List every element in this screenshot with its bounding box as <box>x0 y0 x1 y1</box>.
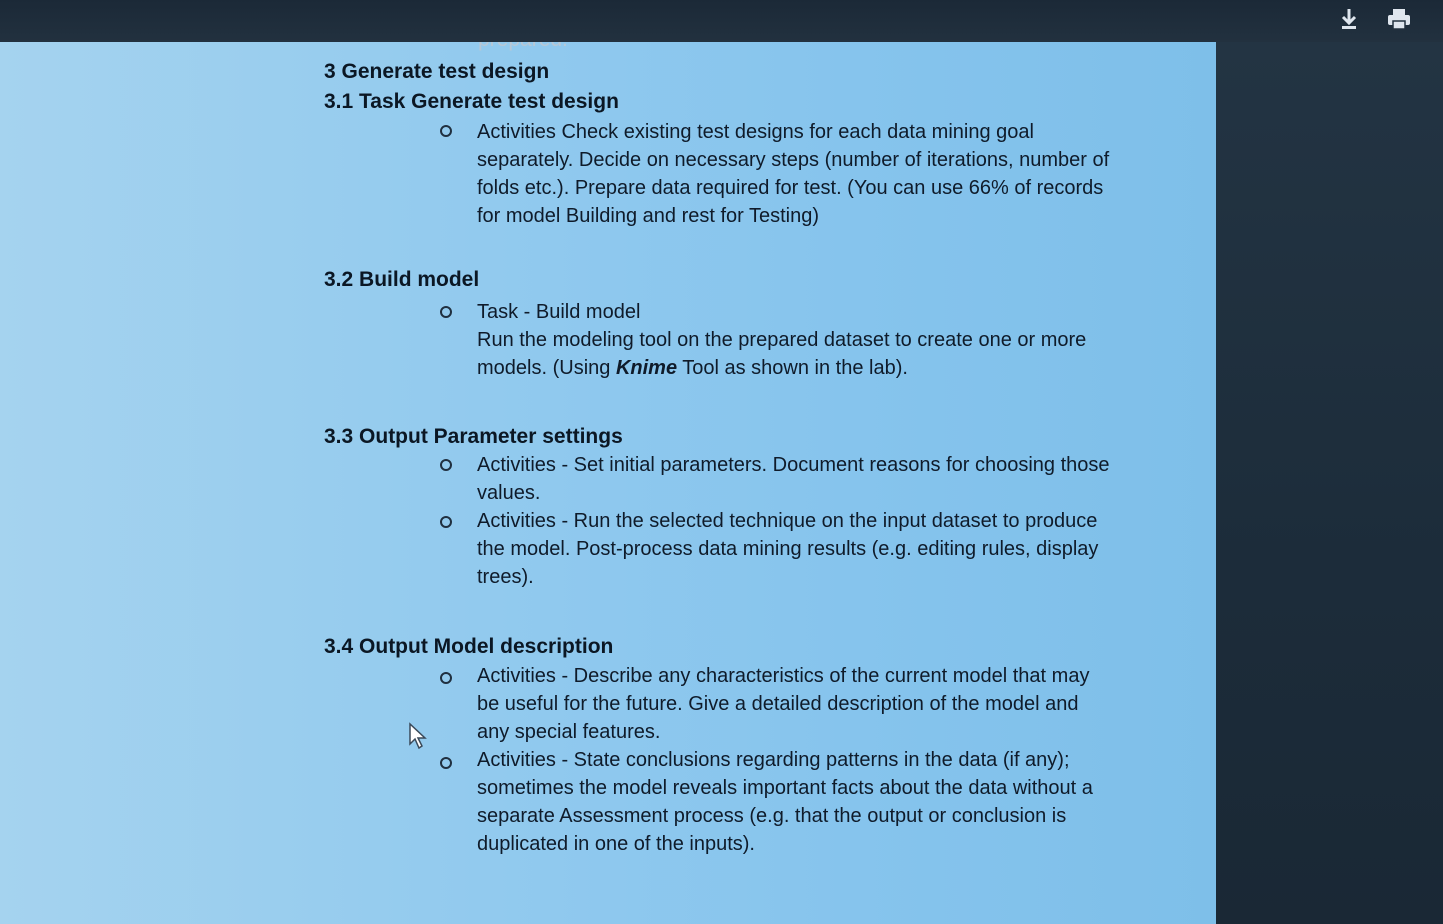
text-line: Activities - Run the selected technique on the input dataset to produce <box>477 510 1098 532</box>
text-line: Run the modeling tool on the prepared dataset to create one or more <box>477 329 1087 351</box>
text-line: be useful for the future. Give a detailed description of the model and <box>477 693 1079 715</box>
download-button[interactable] <box>1332 4 1366 34</box>
subsection-heading: 3.3 Output Parameter settings <box>324 425 623 448</box>
right-pane <box>1216 42 1443 924</box>
subsection-heading: 3.4 Output Model description <box>324 635 614 658</box>
tool-name: Knime <box>615 357 678 379</box>
text-line: separate Assessment process (e.g. that the output or conclusion is <box>477 805 1067 827</box>
text-line: Activities Check existing test designs for each data mining goal <box>477 121 1034 143</box>
text-line: sometimes the model reveals important facts about the data without a <box>477 777 1093 799</box>
mouse-cursor-icon <box>408 722 430 750</box>
text-line <box>477 354 1177 382</box>
text-line: separately. Decide on necessary steps (number of iterations, number of <box>477 149 1110 171</box>
text-line: any special features. <box>477 721 661 743</box>
bullet-icon <box>440 672 452 684</box>
text-line: folds etc.). Prepare data required for test. (You can use 66% of records <box>477 177 1104 199</box>
document-page <box>0 42 1216 924</box>
subsection-heading: 3.1 Task Generate test design <box>324 90 619 113</box>
text-line: Activities - State conclusions regarding patterns in the data (if any); <box>477 749 1070 771</box>
text-line: the model. Post-process data mining results (e.g. editing rules, display <box>477 538 1099 560</box>
list-item <box>477 746 1177 858</box>
bullet-icon <box>440 306 452 318</box>
text-line: for model Building and rest for Testing) <box>477 205 820 227</box>
text-fragment: models. (Using <box>477 357 616 379</box>
print-button[interactable] <box>1382 4 1416 34</box>
bullet-icon <box>440 125 452 137</box>
bullet-icon <box>440 757 452 769</box>
subsection-heading: 3.2 Build model <box>324 268 480 291</box>
text-line: trees). <box>477 566 534 588</box>
list-item <box>477 118 1177 230</box>
list-item <box>477 451 1177 507</box>
text-line: Activities - Set initial parameters. Document reasons for choosing those <box>477 454 1110 476</box>
bullet-icon <box>440 516 452 528</box>
bullet-icon <box>440 459 452 471</box>
list-item <box>477 662 1177 746</box>
section-heading: 3 Generate test design <box>324 60 550 83</box>
text-line: duplicated in one of the inputs). <box>477 833 755 855</box>
print-icon <box>1386 7 1412 31</box>
download-icon <box>1339 7 1359 31</box>
list-item <box>477 507 1177 591</box>
list-item <box>477 298 1177 382</box>
viewer-toolbar <box>0 0 1443 42</box>
text-line: Activities - Describe any characteristics of the current model that may <box>477 665 1090 687</box>
text-fragment: Tool as shown in the lab). <box>677 357 908 379</box>
text-line: values. <box>477 482 541 504</box>
text-line: Task - Build model <box>477 301 641 323</box>
